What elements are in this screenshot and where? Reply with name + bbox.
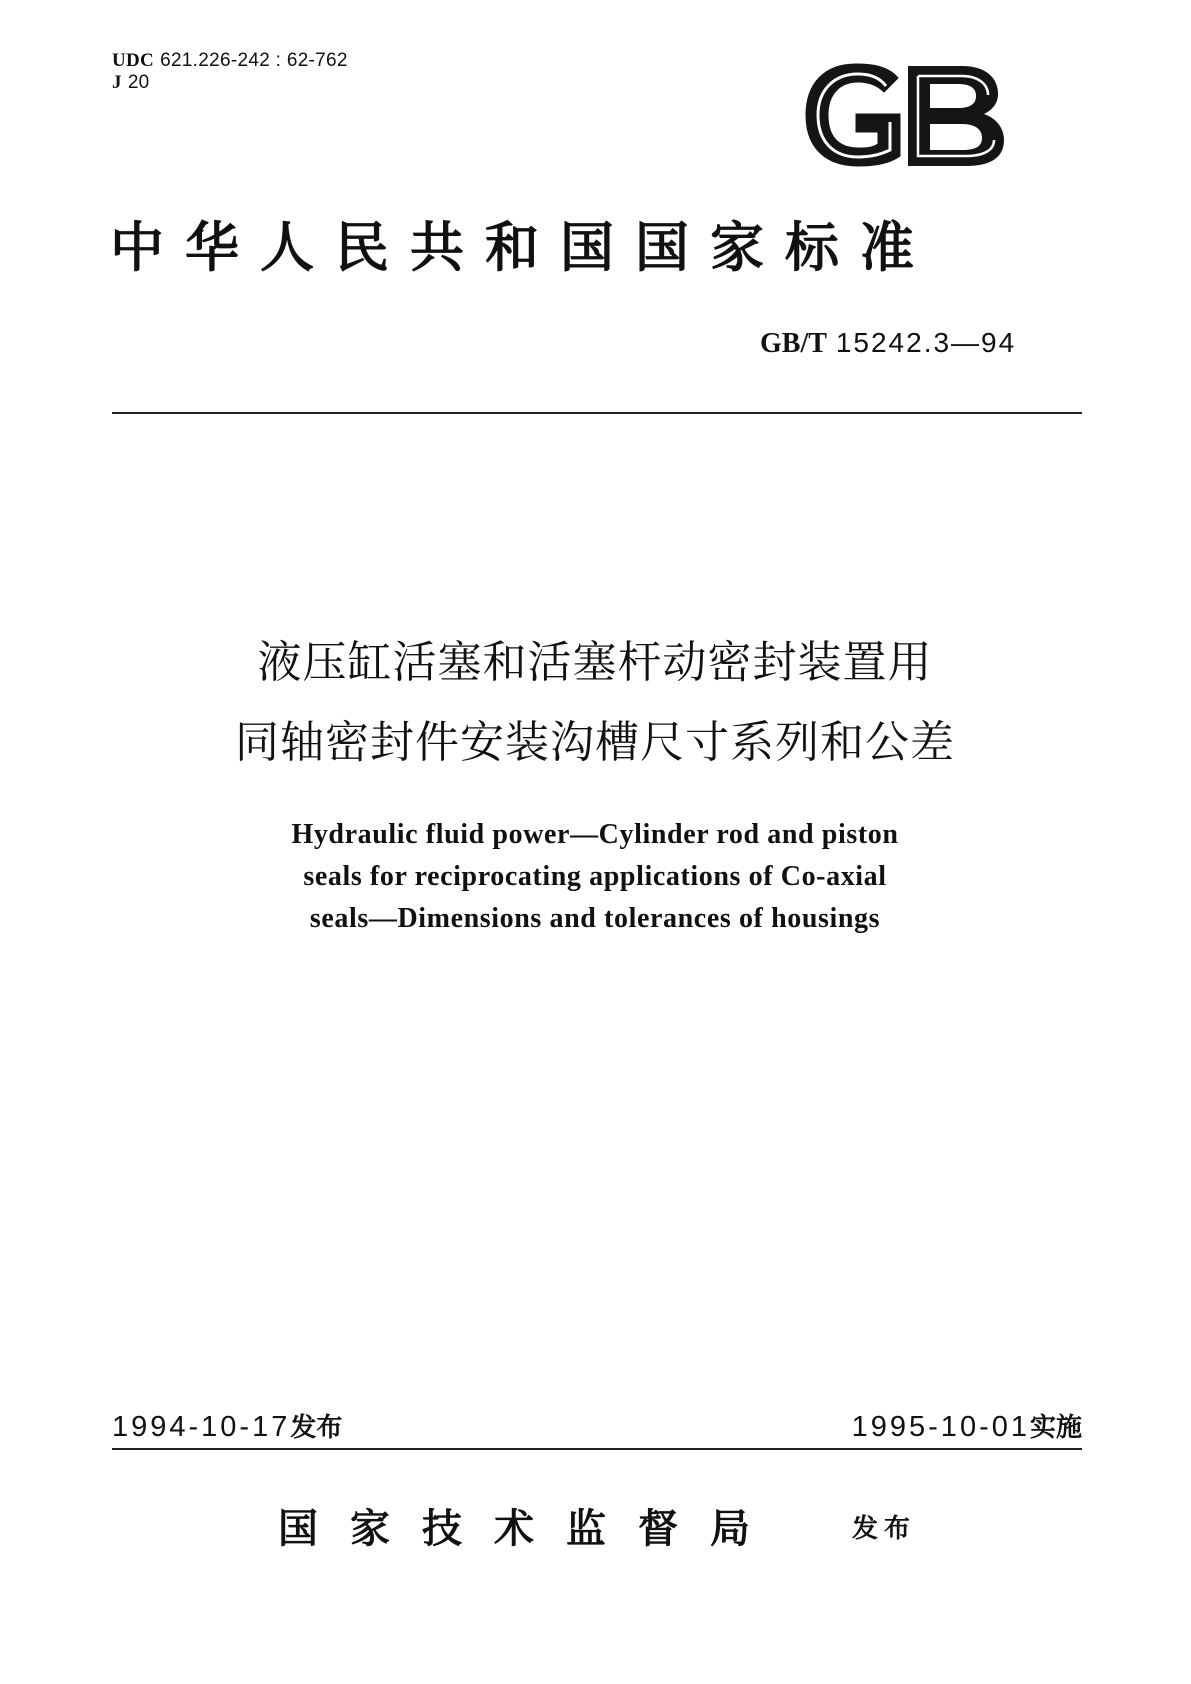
effective-date — [852, 1408, 1082, 1446]
udc-classification — [112, 50, 348, 72]
classification-code: 20 — [127, 72, 150, 93]
footer-divider — [112, 1448, 1082, 1450]
english-title-line-1: Hydraulic fluid power—Cylinder rod and piston — [291, 819, 899, 850]
standard-classification — [112, 72, 150, 94]
standard-number — [760, 326, 1050, 361]
standard-number-code: 15242.3—94 — [835, 327, 1017, 358]
chinese-title-line-1: 液压缸活塞和活塞杆动密封装置用 — [257, 637, 933, 688]
issue-date-suffix: 发布 — [290, 1413, 343, 1443]
english-title-line-2: seals for reciprocating applications of Co-axial — [303, 861, 887, 892]
chinese-title-line-2: 同轴密封件安装沟槽尺寸系列和公差 — [235, 717, 955, 768]
classification-label: J — [112, 72, 122, 93]
issue-date — [112, 1408, 342, 1446]
publisher-name: 国家技术监督局 — [278, 1505, 782, 1552]
udc-code: 621.226-242 : 62-762 — [160, 50, 348, 71]
national-standard-title: 中华人民共和国国家标准 — [110, 216, 935, 279]
effective-date-suffix: 实施 — [1029, 1413, 1082, 1443]
issue-date-value: 1994-10-17 — [112, 1411, 291, 1443]
effective-date-value: 1995-10-01 — [851, 1411, 1030, 1443]
english-title-line-3: seals—Dimensions and tolerances of housings — [309, 903, 881, 934]
header-divider — [112, 412, 1082, 414]
publish-action: 发布 — [852, 1514, 917, 1544]
gb-logo — [800, 58, 1010, 173]
udc-label: UDC — [112, 50, 155, 71]
standard-number-prefix: GB/T — [760, 328, 827, 359]
